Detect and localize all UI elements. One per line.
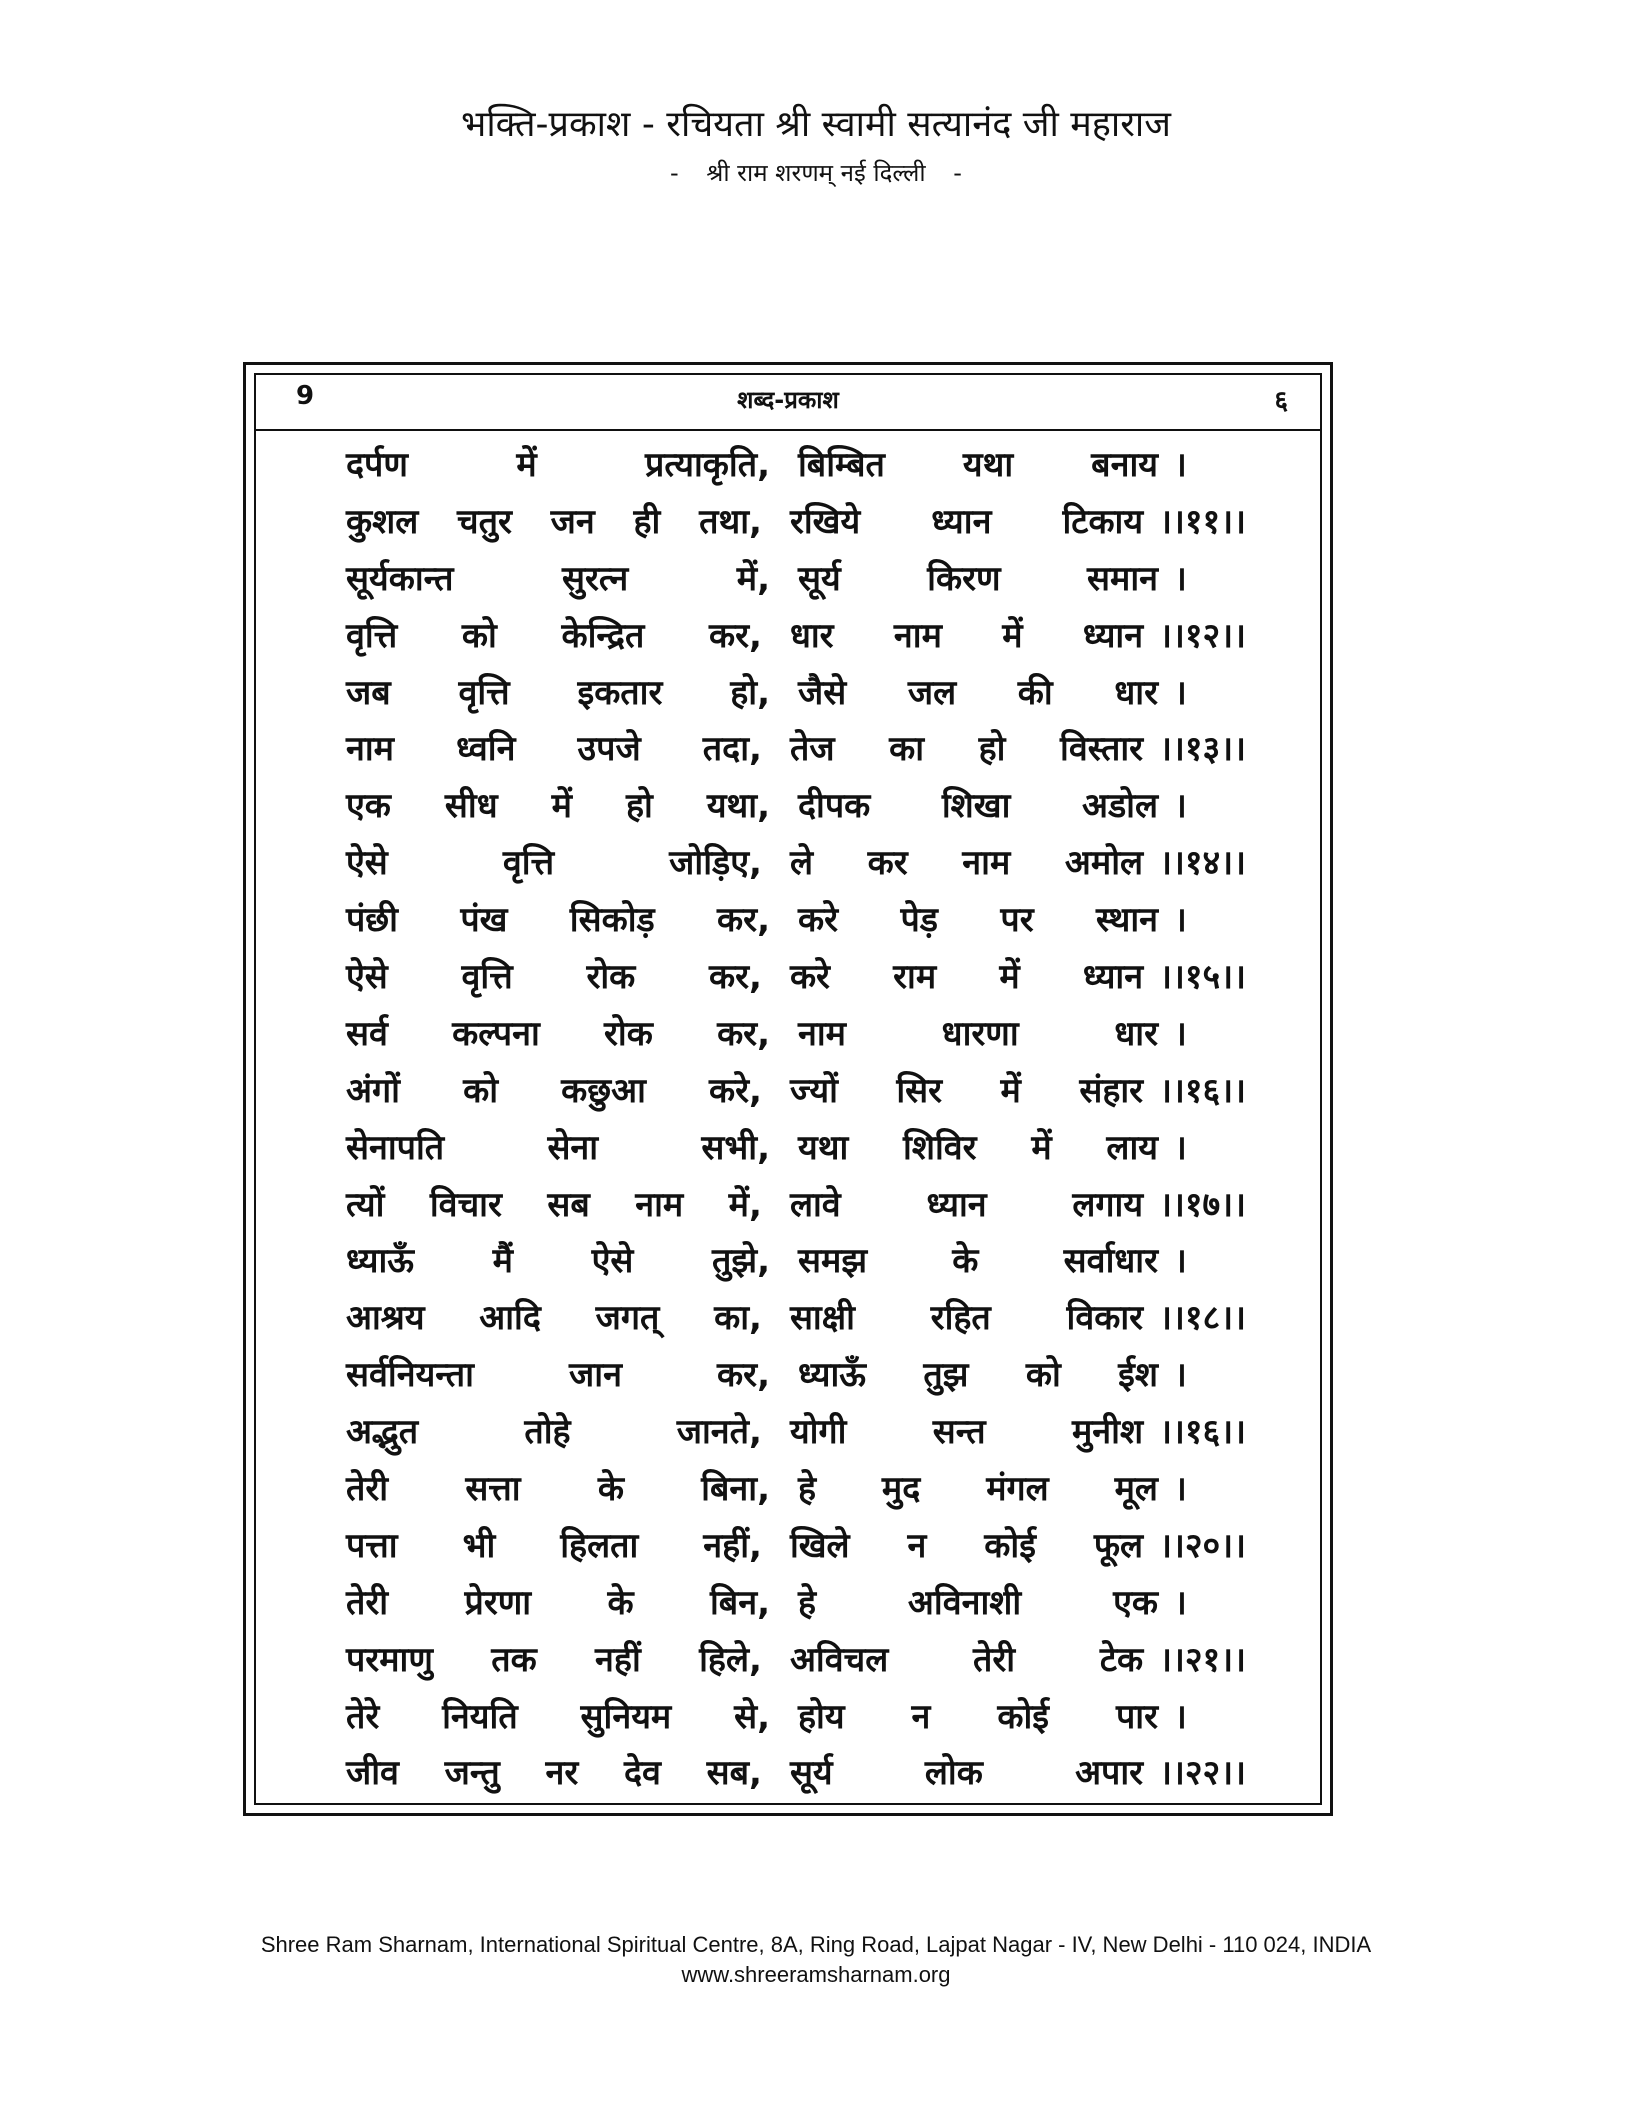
- verse-first-half: तेरी प्रेरणा के बिन,: [346, 1582, 770, 1623]
- verse-end-marker: ।।१५।।: [1159, 957, 1246, 998]
- verse-line: [346, 1177, 1246, 1234]
- verse-end-marker: ।।१६।।: [1159, 1070, 1246, 1111]
- verse-end-marker: ।: [1174, 1127, 1187, 1168]
- verse-line: [346, 437, 1246, 494]
- verse-first-half: जीव जन्तु नर देव सब,: [346, 1753, 762, 1794]
- verse-line: [346, 551, 1246, 608]
- verse-first-half: ऐसे वृत्ति जोड़िए,: [346, 843, 762, 884]
- verse-line: [346, 1632, 1246, 1689]
- verse-end-marker: ।: [1174, 1696, 1187, 1737]
- verse-first-half: दर्पण में प्रत्याकृति,: [346, 445, 770, 485]
- verse-second-half: समझ के सर्वाधार: [798, 1241, 1158, 1282]
- verse-first-half: तेरे नियति सुनियम से,: [346, 1696, 770, 1737]
- verse-line: [346, 665, 1246, 722]
- verse-second-half: नाम धारणा धार: [798, 1013, 1158, 1054]
- verse-first-half: तेरी सत्ता के बिना,: [346, 1469, 770, 1510]
- publisher-name: श्री राम शरणम् नई दिल्ली: [706, 159, 926, 187]
- verse-second-half: जैसे जल की धार: [798, 672, 1158, 713]
- verse-end-marker: ।।२०।।: [1159, 1525, 1246, 1566]
- verse-end-marker: ।।१२।।: [1159, 615, 1246, 656]
- verse-line: [346, 892, 1246, 949]
- verse-end-marker: ।: [1174, 1241, 1187, 1282]
- subtitle-dash-left: -: [670, 159, 679, 187]
- verse-line: [346, 1120, 1246, 1177]
- verse-first-half: आश्रय आदि जगत् का,: [346, 1298, 762, 1339]
- verse-line: [346, 1689, 1246, 1746]
- verse-line: [346, 721, 1246, 778]
- verse-first-half: अंगों को कछुआ करे,: [346, 1070, 762, 1111]
- verse-second-half: यथा शिविर में लाय: [798, 1127, 1158, 1168]
- verse-line: [346, 1063, 1246, 1120]
- footer-website: www.shreeramsharnam.org: [681, 1962, 951, 1987]
- verse-first-half: सर्व कल्पना रोक कर,: [346, 1013, 770, 1054]
- verse-second-half: योगी सन्त मुनीश: [789, 1412, 1144, 1453]
- verse-first-half: पंछी पंख सिकोड़ कर,: [346, 900, 770, 941]
- verse-first-half: त्यों विचार सब नाम में,: [346, 1184, 762, 1225]
- section-title: शब्द-प्रकाश: [737, 386, 839, 414]
- verse-first-half: नाम ध्वनि उपजे तदा,: [346, 729, 762, 770]
- verse-first-half: ऐसे वृत्ति रोक कर,: [346, 957, 762, 998]
- verse-line: [346, 778, 1246, 835]
- verse-end-marker: ।: [1174, 558, 1187, 599]
- verse-second-half: साक्षी रहित विकार: [789, 1298, 1144, 1339]
- verse-first-half: परमाणु तक नहीं हिले,: [346, 1639, 762, 1680]
- box-page-number-left: 9: [296, 381, 315, 411]
- verse-first-half: कुशल चतुर जन ही तथा,: [346, 501, 762, 542]
- verse-second-half: करे पेड़ पर स्थान: [798, 900, 1158, 941]
- verse-second-half: हे अविनाशी एक: [798, 1582, 1158, 1623]
- box-page-number-right: ६: [1274, 386, 1288, 416]
- verse-second-half: हे मुद मंगल मूल: [798, 1469, 1158, 1510]
- verse-second-half: होय न कोई पार: [798, 1696, 1158, 1737]
- verse-second-half: बिम्बित यथा बनाय: [798, 445, 1158, 485]
- publisher-line: [0, 156, 1632, 190]
- page-footer: [0, 1930, 1632, 1990]
- verse-end-marker: ।।१३।।: [1159, 729, 1246, 770]
- verse-line: [346, 1347, 1246, 1404]
- verse-line: [346, 1290, 1246, 1347]
- verse-end-marker: ।: [1174, 900, 1187, 941]
- verse-end-marker: ।: [1174, 1355, 1187, 1396]
- verse-line: [346, 1233, 1246, 1290]
- verse-second-half: ले कर नाम अमोल: [789, 843, 1144, 884]
- verse-first-half: अद्भुत तोहे जानते,: [346, 1412, 762, 1453]
- verse-line: [346, 1745, 1246, 1802]
- verse-end-marker: ।: [1174, 786, 1187, 827]
- verse-second-half: लावे ध्यान लगाय: [789, 1184, 1144, 1225]
- verse-second-half: सूर्य लोक अपार: [789, 1753, 1144, 1794]
- verse-line: [346, 1518, 1246, 1575]
- page-header: [0, 100, 1632, 190]
- verse-end-marker: ।।१७।।: [1159, 1184, 1246, 1225]
- book-title: भक्ति-प्रकाश - रचियता श्री स्वामी सत्यानंद जी महाराज: [461, 104, 1171, 145]
- verse-line: [346, 1461, 1246, 1518]
- verse-first-half: सर्वनियन्ता जान कर,: [346, 1355, 770, 1396]
- verse-second-half: सूर्य किरण समान: [798, 558, 1158, 599]
- verse-box: [243, 362, 1333, 1816]
- footer-address: Shree Ram Sharnam, International Spiritual Centre, 8A, Ring Road, Lajpat Nagar - IV, New Delhi - 110 024, INDIA: [260, 1932, 1372, 1957]
- verse-end-marker: ।: [1174, 1582, 1187, 1623]
- verse-lines: [346, 437, 1246, 1802]
- verse-second-half: करे राम में ध्यान: [789, 957, 1144, 998]
- box-header: [256, 375, 1320, 431]
- verse-second-half: तेज का हो विस्तार: [789, 729, 1144, 770]
- verse-second-half: धार नाम में ध्यान: [789, 615, 1144, 656]
- verse-first-half: जब वृत्ति इकतार हो,: [346, 672, 770, 713]
- verse-end-marker: ।।२१।।: [1159, 1639, 1246, 1680]
- verse-line: [346, 1404, 1246, 1461]
- verse-first-half: पत्ता भी हिलता नहीं,: [346, 1525, 762, 1566]
- verse-end-marker: ।।१८।।: [1159, 1298, 1246, 1339]
- verse-end-marker: ।।१४।।: [1159, 843, 1246, 884]
- verse-line: [346, 608, 1246, 665]
- verse-line: [346, 1575, 1246, 1632]
- verse-first-half: सेनापति सेना सभी,: [346, 1127, 770, 1168]
- verse-first-half: सूर्यकान्त सुरत्न में,: [346, 558, 770, 599]
- verse-end-marker: ।: [1174, 1469, 1187, 1510]
- verse-second-half: ज्यों सिर में संहार: [789, 1070, 1144, 1111]
- subtitle-dash-right: -: [953, 159, 962, 187]
- verse-second-half: रखिये ध्यान टिकाय: [789, 501, 1144, 542]
- verse-end-marker: ।।२२।।: [1159, 1753, 1246, 1794]
- verse-line: [346, 494, 1246, 551]
- verse-second-half: ध्याऊँ तुझ को ईश: [798, 1355, 1158, 1396]
- verse-second-half: खिले न कोई फूल: [789, 1525, 1144, 1566]
- verse-line: [346, 949, 1246, 1006]
- verse-end-marker: ।: [1174, 1013, 1187, 1054]
- verse-end-marker: ।।१६।।: [1159, 1412, 1246, 1453]
- verse-box-inner-border: [254, 373, 1322, 1805]
- verse-first-half: ध्याऊँ मैं ऐसे तुझे,: [346, 1241, 770, 1282]
- verse-first-half: वृत्ति को केन्द्रित कर,: [346, 615, 762, 656]
- verse-second-half: दीपक शिखा अडोल: [798, 786, 1158, 827]
- verse-line: [346, 835, 1246, 892]
- verse-end-marker: ।: [1174, 672, 1187, 713]
- verse-first-half: एक सीध में हो यथा,: [346, 786, 770, 827]
- verse-end-marker: ।: [1174, 445, 1187, 485]
- verse-second-half: अविचल तेरी टेक: [789, 1639, 1144, 1680]
- verse-end-marker: ।।११।।: [1159, 501, 1246, 542]
- verse-line: [346, 1006, 1246, 1063]
